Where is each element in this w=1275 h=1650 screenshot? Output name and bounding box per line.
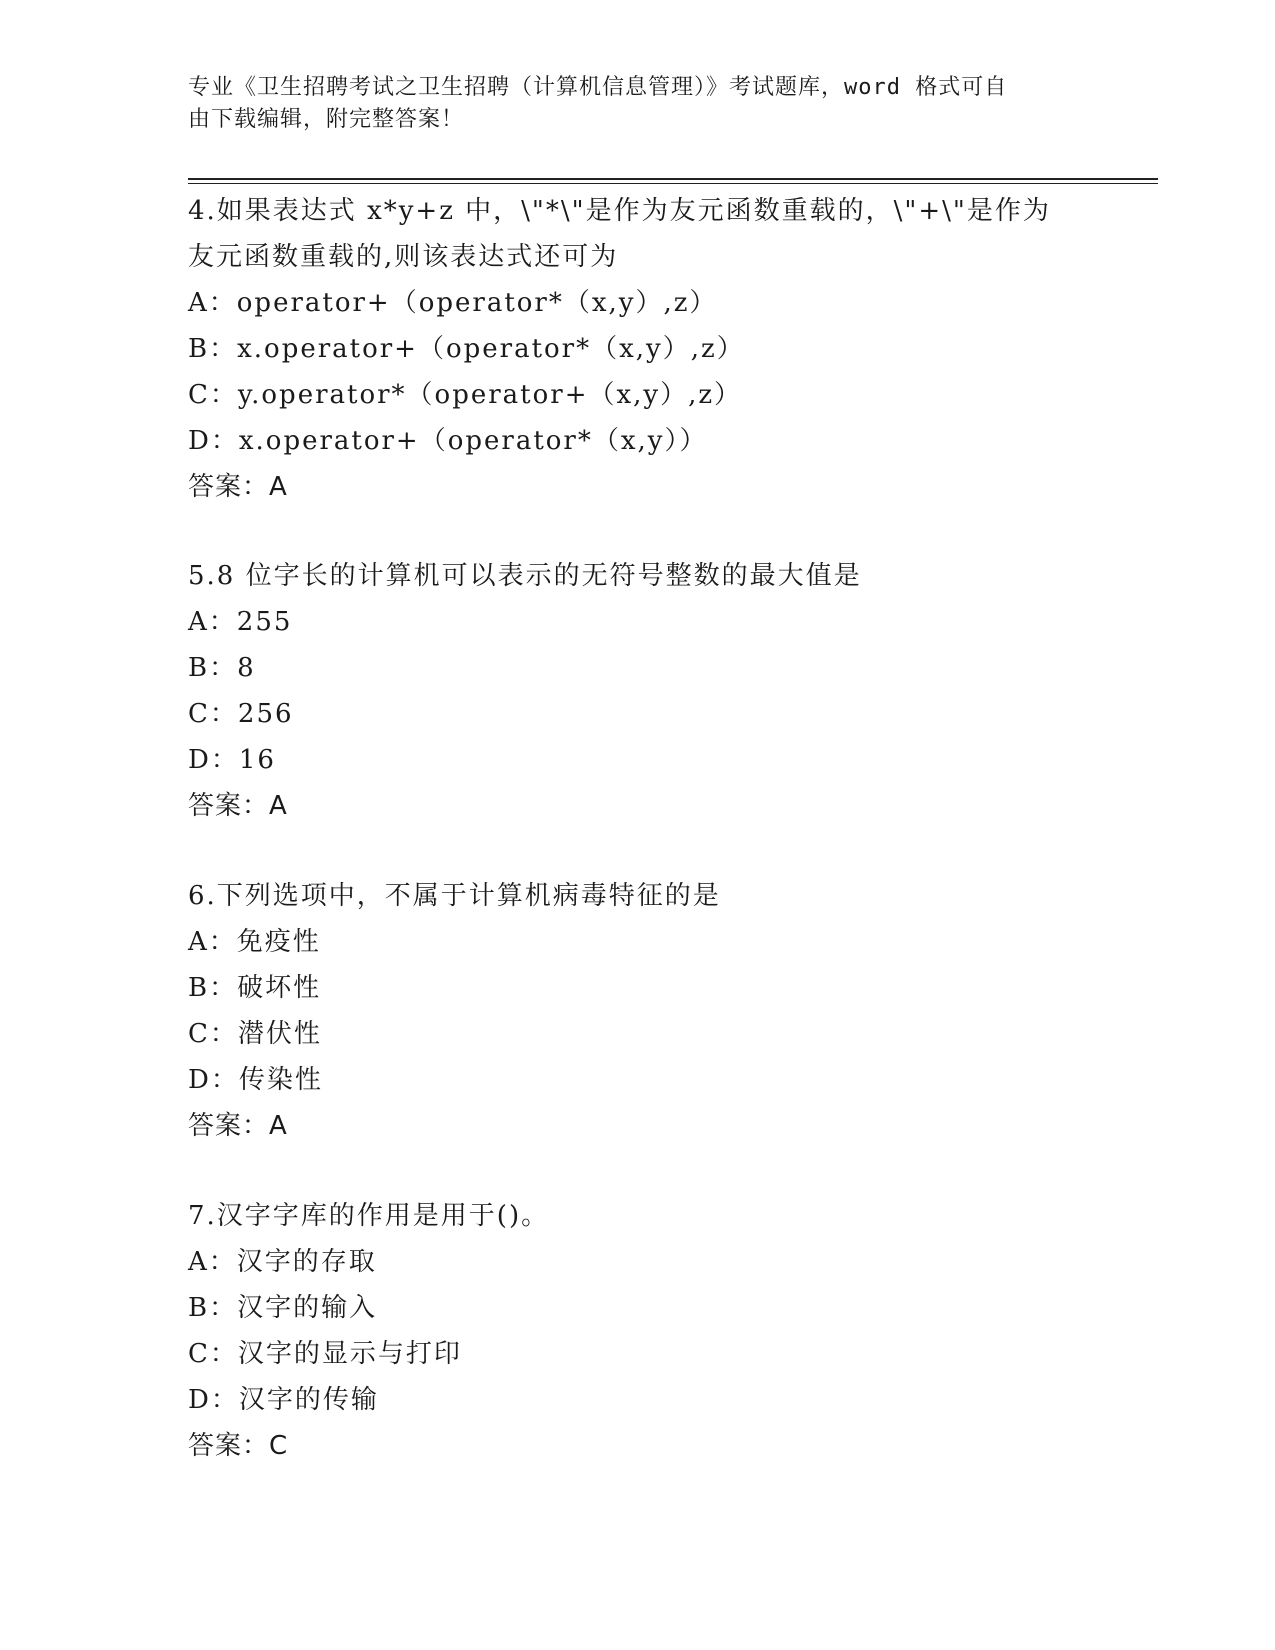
answer-value: A (269, 472, 288, 502)
option-label: A： (188, 607, 237, 637)
question-stem-line: 友元函数重载的,则该表达式还可为 (188, 242, 619, 272)
question-5 (188, 553, 1088, 829)
question-stem-line: 6.下列选项中，不属于计算机病毒特征的是 (188, 881, 721, 911)
answer-prefix: 答案： (188, 472, 270, 502)
option-label: C： (188, 1019, 238, 1049)
option-text: y.operator*（operator+（x,y）,z） (237, 380, 743, 410)
question-stem-line: 4.如果表达式 x*y+z 中，\"*\"是作为友元函数重载的，\"+\"是作为 (188, 196, 1051, 226)
answer-value: C (269, 1431, 289, 1461)
option-label: D： (188, 1065, 239, 1095)
header-divider-thick (188, 178, 1158, 180)
option-d (188, 737, 1088, 783)
option-text: 汉字的显示与打印 (237, 1339, 462, 1369)
option-label: D： (188, 1385, 239, 1415)
option-text: 255 (236, 607, 293, 637)
option-a (188, 599, 1088, 645)
option-a (188, 1239, 1088, 1285)
answer-prefix: 答案： (188, 1111, 270, 1141)
option-label: B： (188, 653, 238, 683)
option-label: A： (188, 288, 237, 318)
option-text: operator+（operator*（x,y）,z） (236, 288, 718, 318)
option-text: x.operator+（operator*（x,y）,z） (237, 334, 745, 364)
option-text: 汉字的存取 (236, 1247, 377, 1277)
answer-prefix: 答案： (188, 791, 270, 821)
option-label: D： (188, 745, 239, 775)
answer-value: A (269, 1111, 288, 1141)
option-label: A： (188, 1247, 237, 1277)
option-text: 传染性 (238, 1065, 323, 1095)
option-c (188, 691, 1088, 737)
option-label: B： (188, 973, 238, 1003)
option-text: 16 (238, 745, 276, 775)
option-d (188, 418, 1088, 464)
option-label: B： (188, 1293, 238, 1323)
document-header (188, 72, 1088, 136)
option-a (188, 919, 1088, 965)
option-text: 汉字的传输 (238, 1385, 379, 1415)
option-d (188, 1057, 1088, 1103)
answer-value: A (269, 791, 288, 821)
option-label: C： (188, 380, 238, 410)
answer-prefix: 答案： (188, 1431, 270, 1461)
option-a (188, 280, 1088, 326)
option-b (188, 645, 1088, 691)
option-b (188, 326, 1088, 372)
question-stem-line: 7.汉字字库的作用是用于()。 (188, 1201, 550, 1231)
answer-line (188, 464, 1088, 510)
question-6 (188, 873, 1088, 1149)
header-divider-thin (188, 183, 1158, 184)
option-label: B： (188, 334, 238, 364)
option-label: D： (188, 426, 239, 456)
header-line-2: 由下载编辑，附完整答案！ (188, 107, 465, 132)
option-b (188, 965, 1088, 1011)
option-text: x.operator+（operator*（x,y）） (238, 426, 708, 456)
option-c (188, 372, 1088, 418)
option-text: 潜伏性 (237, 1019, 322, 1049)
header-line-1: 专业《卫生招聘考试之卫生招聘（计算机信息管理）》考试题库，word 格式可自 (188, 75, 1008, 100)
answer-line (188, 1423, 1088, 1469)
option-text: 256 (237, 699, 294, 729)
question-4 (188, 188, 1088, 510)
option-c (188, 1011, 1088, 1057)
question-7 (188, 1193, 1088, 1469)
option-label: C： (188, 1339, 238, 1369)
option-b (188, 1285, 1088, 1331)
option-text: 破坏性 (237, 973, 322, 1003)
option-text: 汉字的输入 (237, 1293, 378, 1323)
option-label: C： (188, 699, 238, 729)
option-d (188, 1377, 1088, 1423)
question-stem-line: 5.8 位字长的计算机可以表示的无符号整数的最大值是 (188, 561, 862, 591)
answer-line (188, 1103, 1088, 1149)
option-text: 8 (237, 653, 256, 683)
option-text: 免疫性 (236, 927, 321, 957)
option-label: A： (188, 927, 237, 957)
answer-line (188, 783, 1088, 829)
option-c (188, 1331, 1088, 1377)
